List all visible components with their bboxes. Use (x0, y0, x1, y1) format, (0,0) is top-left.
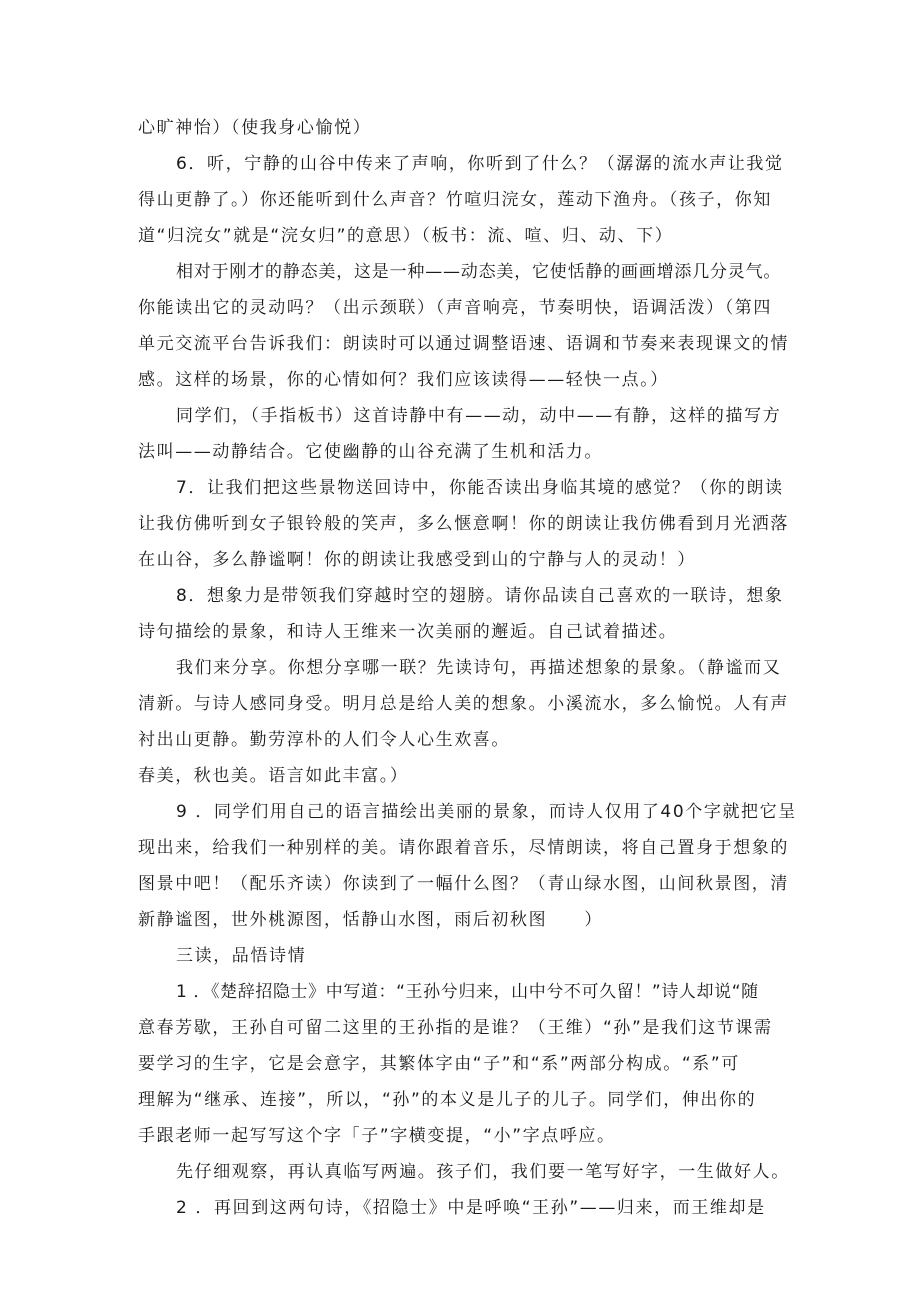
text-line: 感。这样的场景，你的心情如何？我们应该读得——轻快一点。） (138, 370, 669, 390)
paragraph-line: 同学们，（手指板书）这首诗静中有——动，动中——有静，这样的描写方 (176, 406, 782, 426)
text-line: 道“归浣女”就是“浣女归”的意思）（板书：流、喧、归、动、下） (138, 226, 674, 246)
text-line: 清新。与诗人感同身受。明月总是给人美的想象。小溪流水，多么愉悦。人有声 (138, 694, 789, 714)
text-line: 理解为“继承、连接”，所以，“孙”的本义是儿子的儿子。同学们，伸出你的 (138, 1090, 757, 1110)
text-line: 春美，秋也美。语言如此丰富。） (138, 766, 409, 786)
text-line: 要学习的生字，它是会意字，其繁体字由“子”和“系”两部分构成。“系”可 (138, 1054, 740, 1074)
paragraph-1-line: 1 ．《楚辞招隐士》中写道：“王孙兮归来，山中兮不可久留！”诗人却说“随 (176, 982, 759, 1002)
text-line: 你能读出它的灵动吗？（出示颈联）（声音响亮，节奏明快，语调活泼）（第四 (138, 298, 772, 318)
paragraph-line: 我们来分享。你想分享哪一联？先读诗句，再描述想象的景象。（静谧而又 (176, 658, 782, 678)
text-line: 现出来，给我们一种别样的美。请你跟着音乐，尽情朗读，将自己置身于想象的 (138, 838, 789, 858)
text-line: 让我仿佛听到女子银铃般的笑声，多么惬意啊！你的朗读让我仿佛看到月光洒落 (138, 514, 789, 534)
text-line: 法叫——动静结合。它使幽静的山谷充满了生机和活力。 (138, 442, 603, 462)
paragraph-7-line: 7．让我们把这些景物送回诗中，你能否读出身临其境的感觉？（你的朗读 (176, 478, 784, 498)
text-line: 在山谷，多么静谧啊！你的朗读让我感受到山的宁静与人的灵动！） (138, 550, 696, 570)
text-line: 单元交流平台告诉我们：朗读时可以通过调整语速、语调和节奏来表现课文的情 (138, 334, 789, 354)
paragraph-6-line: 6．听，宁静的山谷中传来了声响，你听到了什么？（潺潺的流水声让我觉 (176, 154, 784, 174)
text-line: 衬出山更静。勤劳淳朴的人们令人心生欢喜。 (138, 730, 510, 750)
text-line: 得山更静了。）你还能听到什么声音？竹喧归浣女，莲动下渔舟。（孩子，你知 (138, 190, 772, 210)
text-line: 意春芳歇，王孙自可留二这里的王孙指的是谁？（王维）“孙”是我们这节课需 (138, 1018, 773, 1038)
paragraph-line: 先仔细观察，再认真临写两遍。孩子们，我们要一笔写好字，一生做好人。 (176, 1162, 790, 1182)
text-line: 诗句描绘的景象，和诗人王维来一次美丽的邂逅。自己试着描述。 (138, 622, 678, 642)
text-line: 心旷神怡）（使我身心愉悦） (138, 118, 372, 138)
paragraph-9-line: 9 ．同学们用自己的语言描绘出美丽的景象，而诗人仅用了40个字就把它呈 (176, 802, 797, 822)
paragraph-2-line: 2 ．再回到这两句诗，《招隐士》中是呼唤“王孙”——归来，而王维却是 (176, 1198, 766, 1218)
text-line: 新静谧图，世外桃源图，恬静山水图，雨后初秋图 ） (138, 910, 603, 930)
section-heading: 三读，品悟诗情 (176, 946, 307, 966)
text-line: 图景中吧！（配乐齐读）你读到了一幅什么图？（青山绿水图，山间秋景图，清 (138, 874, 789, 894)
paragraph-line: 相对于刚才的静态美，这是一种——动态美，它使恬静的画画增添几分灵气。 (176, 262, 782, 282)
paragraph-8-line: 8．想象力是带领我们穿越时空的翅膀。请你品读自己喜欢的一联诗，想象 (176, 586, 784, 606)
text-line: 手跟老师一起写写这个字「子”字横变提，“小”字点呼应。 (138, 1126, 616, 1146)
